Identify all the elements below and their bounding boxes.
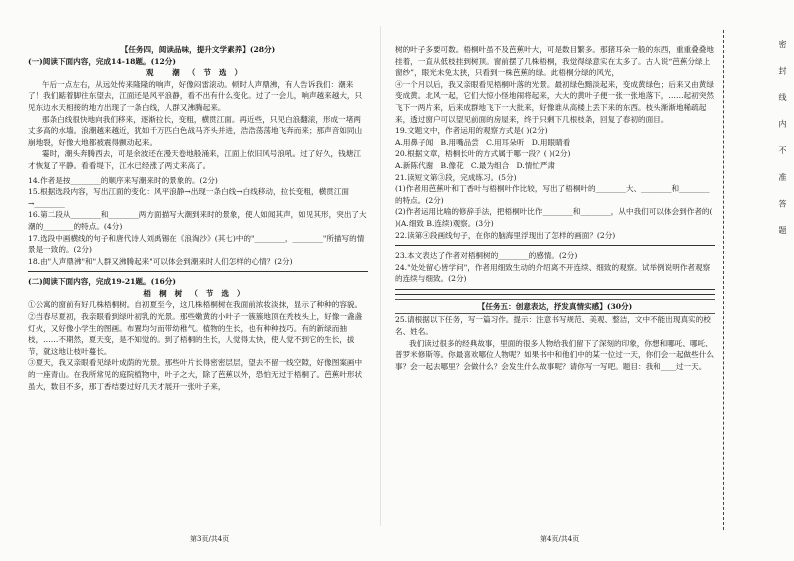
- question-24: 24."处处留心皆学问"，作者用细致生动的介绍离不开连续、细致的观察。试举例说明作者观察的连续与细致。(2分): [395, 262, 711, 284]
- page-divider: [380, 26, 381, 526]
- question-19-options: A.用鼻子闻 B.用嘴品尝 C.用耳朵听 D.用眼睛看: [395, 137, 571, 147]
- answer-line: [395, 289, 715, 290]
- article-para-3: 霎时，潮头奔腾西去，可是余波还在漫天卷地般涌来，江面上依旧风号浪吼。过了好久，钱塘江才恢复了平静。看看堤下，江水已经涨了两丈来高了。: [28, 149, 361, 170]
- left-column: [28, 44, 368, 392]
- article-para-1: 午后一点左右，从远处传来隆隆的响声，好像闷雷滚动。顿时人声鼎沸，有人告诉我们：潮来了！我们踮着脚往东望去，江面还是风平浪静，看不出有什么变化。过了一会儿，响声越来越大，只见东边水天相接的地方出现了一条白线，人群又沸腾起来。: [28, 79, 363, 112]
- question-21-b: (2)作者运用比喻的修辞手法，把梧桐叶比作________和________，从中我们可以体会到作者的( )(A.细致 B.连续)观察。(3分): [395, 207, 713, 228]
- article2-para-1: ①公寓的窗前有好几株梧桐树。自初夏至今，这几株梧桐树在我面前浓妆淡抹，显示了种种的容貌。: [28, 300, 363, 310]
- right-column: [395, 44, 715, 372]
- question-22: 22.读第④段画线句子，在你的脑海里浮现出了怎样的画面？(2分): [395, 230, 616, 240]
- answer-line: [395, 245, 715, 246]
- question-14: 14.作者是按________的顺序来写潮来时的景象的。(2分): [28, 175, 218, 185]
- question-16: 16.第二段从________和________两方面描写大潮到来时的景象，使人如闻其声，如见其形，突出了大潮的________的特点。(4分): [28, 210, 367, 231]
- article2-para-4: ④一个月以后，我又亲眼看见梧桐叶落的光景。最初绿色黯淡起来，变成黄绿色；后来又由黄绿变成黄。北风一起，它们大惊小怪地闹将起来，大大的黄叶子便一张一张地落下，……起初突然飞下一两片来，后来成群地飞下一大批来，好像谁从高楼上丢下来的东西。枝头渐渐地稀疏起来，透过窗户可以望见前面的房屋来，终于只剩下几根枝条，回复了春初的面目。: [395, 79, 714, 124]
- article2-para-3-cont: 树的叶子多要可数。梧桐叶虽不及芭蕉叶大，可是数目繁多。那猪耳朵一般的东西，重重叠叠地挂着，一直从低枝挂到树顶。窗前摆了几株梧桐，我觉得绿意实在太多了。古人说“芭蕉分绿上窗纱”，眼光未免太狭，只看到一株芭蕉的绿。此梧桐分绿的风光，: [395, 45, 714, 78]
- question-17: 17.选段中画横线的句子和唐代诗人刘禹锡在《浪淘沙》(其七)中的"________，________"所描写的情景是一致的。(2分): [28, 233, 365, 255]
- seal-line-text: 密 封 线 内 不 准 答 题: [778, 40, 787, 242]
- task5-title: 【任务五：创意表达，抒发真情实感】(30分): [395, 299, 715, 315]
- answer-line: [395, 294, 715, 295]
- article2-para-3: ③夏天，我又亲眼看见绿叶成荫的光景。那些叶片长得密密层层，望去不留一线空隙，好像图案画中的一座青山。在我所常见的庭院植物中，叶子之大，除了芭蕉以外，恐怕无过于梧桐了。芭蕉叶形状虽大，数目不多，那丁香结要过好几天才展开一张叶子来，: [28, 358, 363, 391]
- part2-header: (二)阅读下面内容，完成19-21题。(16分): [28, 277, 176, 287]
- question-18: 18.由"人声鼎沸"和"人群又沸腾起来"可以体会到潮来时人们怎样的心情？(2分): [28, 256, 293, 266]
- article-para-2: 那条白线很快地向我们移来，逐渐拉长，变粗，横贯江面。再近些，只见白浪翻滚，形成一堵两丈多高的水墙。浪潮越来越近，犹如千万匹白色战马齐头并进，浩浩荡荡地飞奔而来；那声音如同山崩地裂，好像大地都被震得颤动起来。: [28, 114, 363, 147]
- page-footer-left: 第3页/共4页: [190, 535, 230, 543]
- article2-title: 梧桐树（节选）: [143, 288, 253, 298]
- question-23: 23.本文表达了作者对梧桐树的________的感情。(2分): [395, 251, 578, 261]
- question-21-a: (1)作者用芭蕉叶和丁香叶与梧桐叶作比较，写出了梧桐叶的________大、________和________的特点。(2分): [395, 184, 710, 205]
- task4-title: 【任务四，阅读品味，提升文学素养】(28分): [120, 45, 276, 54]
- article2-para-2: ②当春尽夏初，我亲眼看到绿叶初乳的光景。那些嫩黄的小叶子一簇簇地顶在秃枝头上，好像一盏盏灯火，又好像小学生的图画。布置均匀而带幼稚气。植物的生长，也有种种技巧。有的新绿而抽枝，……不期然，夏天变，是不知觉的。到了梧桐的生长，人觉得太快，使人觉不到它的生长，拔节，就这地让枝叶蔓长。: [28, 312, 363, 356]
- question-15: 15.根据选段内容，写出江面的变化：风平浪静→出现一条白线→白线移动，拉长变粗，横贯江面→________: [28, 187, 349, 208]
- question-20: 20.根据文章，梧桐长叶的方式属于哪一段？( )(2分): [395, 149, 571, 159]
- question-21: 21.读短文第③段，完成练习。(5分): [395, 172, 517, 182]
- question-25-text: 我们读过很多的经典故事，里面的很多人物给我们留下了深刻的印象，你想和哪吒、哪吒、普罗米修斯等。你最喜欢哪位人物呢？如果书中和他们中的某一位过一天，你们会一起做些什么事？会一起去哪里？会做什么？会发生什么故事呢？请你写一写吧。题目：我和____过一天。: [395, 338, 714, 371]
- article-title: 观 潮（节选）: [145, 68, 251, 78]
- question-20-options: A.新陈代谢 B.像花 C.最为组合 D.情忙严肃: [395, 160, 556, 170]
- question-25: 25.请根据以下任务，写一篇习作。提示：注意书写规范、美观、整洁，文中不能出现真实的校名、姓名。: [395, 315, 711, 337]
- answer-line: [28, 271, 368, 272]
- page-footer-right: 第4页/共4页: [540, 535, 580, 543]
- part1-header: (一)阅读下面内容，完成14-18题。(12分): [28, 56, 176, 66]
- question-19: 19.文题文中，作者运用的观察方式是( )(2分): [395, 126, 548, 136]
